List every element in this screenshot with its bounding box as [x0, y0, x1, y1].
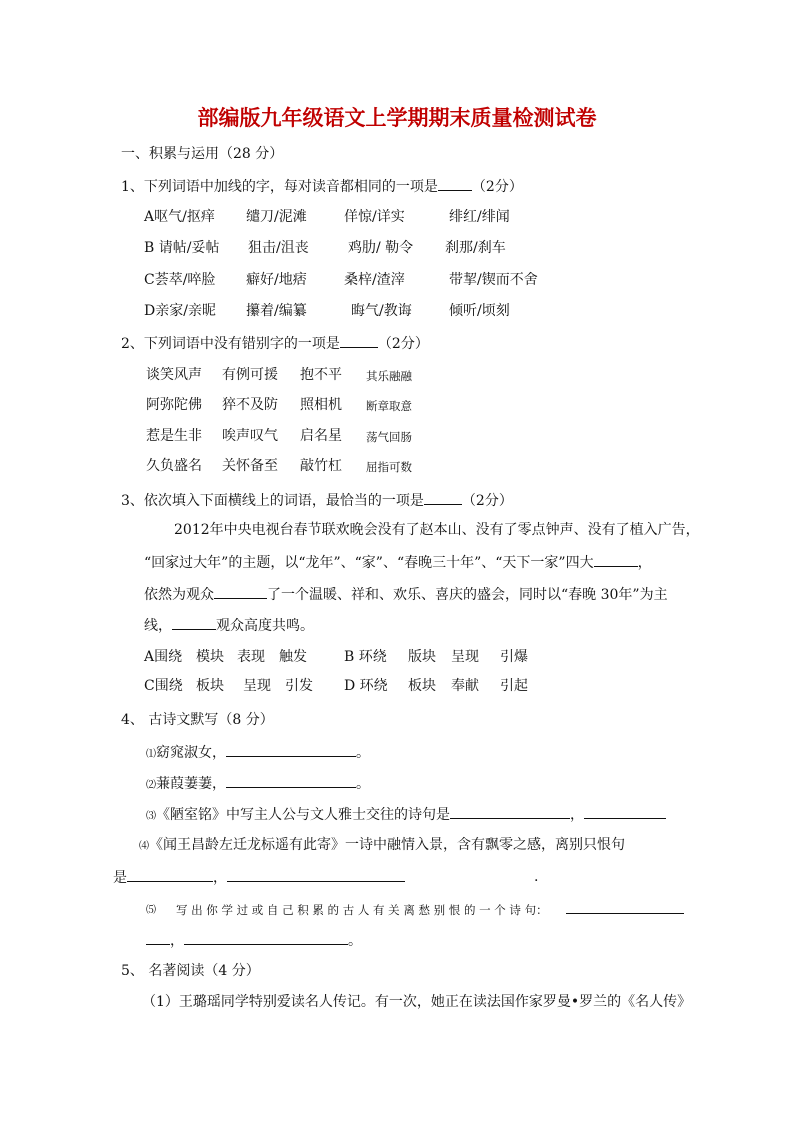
answer-blank[interactable] — [424, 491, 462, 505]
answer-blank[interactable] — [226, 774, 356, 788]
answer-blank[interactable] — [172, 616, 216, 630]
word: 荡气回肠 — [366, 430, 412, 444]
option-a-2: 缱刀/泥滩 — [246, 209, 307, 225]
answer-blank[interactable] — [214, 585, 267, 599]
word: 启名星 — [300, 428, 342, 444]
option-a-3: 佯惊/详实 — [344, 209, 405, 225]
option-a: 表现 — [237, 649, 265, 665]
word: 其乐融融 — [366, 369, 412, 383]
question-3 — [121, 491, 513, 510]
recitation-item-2: ⑵蒹葭萋萋， 。 — [146, 776, 370, 792]
question-score: （2分） — [461, 493, 513, 509]
option-d: 板块 — [408, 678, 436, 694]
option-a-1: A呕气/抠痒 — [144, 209, 215, 225]
recitation-item-4-answer: 是 ， — [113, 868, 405, 887]
option-a: 触发 — [279, 649, 307, 665]
question-score: （2分） — [377, 336, 429, 352]
word: 唉声叹气 — [222, 428, 278, 444]
page-title: 部编版九年级语文上学期期末质量检测试卷 — [197, 106, 597, 130]
answer-blank[interactable] — [584, 805, 666, 819]
answer-blank[interactable] — [227, 868, 405, 882]
recitation-item-5: ⑸ — [146, 905, 156, 916]
option-c: C围绕 — [144, 678, 183, 694]
option-d-1: D亲家/亲昵 — [144, 303, 216, 319]
question-score: （2分） — [471, 179, 523, 195]
word: 有例可援 — [222, 367, 278, 383]
answer-blank[interactable] — [146, 931, 170, 945]
option-a: 模块 — [196, 649, 224, 665]
option-a: A围绕 — [144, 649, 183, 665]
recitation-item-3: ⑶《陋室铭》中写主人公与文人雅士交往的诗句是 ， — [146, 805, 666, 826]
word: 屈指可数 — [366, 460, 412, 474]
passage-line: 线， 观众高度共鸣。 — [144, 618, 314, 634]
recitation-item-1: ⑴窈窕淑女， 。 — [146, 745, 370, 761]
answer-blank[interactable] — [226, 743, 356, 757]
option-b: 引爆 — [500, 649, 528, 665]
answer-blank[interactable] — [450, 805, 570, 819]
option-d: 奉献 — [451, 678, 479, 694]
option-b-2: 狙击/沮丧 — [248, 240, 309, 256]
word: 阿弥陀佛 — [146, 397, 202, 413]
option-c-2: 癖好/地痞 — [246, 272, 307, 288]
word: 猝不及防 — [222, 397, 278, 413]
option-c: 引发 — [285, 678, 313, 694]
answer-blank[interactable] — [340, 334, 378, 348]
word: 谈笑风声 — [146, 367, 202, 383]
answer-blank[interactable] — [127, 868, 213, 882]
recitation-item-4: ⑷《闻王昌龄左迁龙标遥有此寄》一诗中融情入景，含有飘零之感，离别只恨句 — [139, 837, 625, 853]
option-c-1: C荟萃/啐脸 — [144, 272, 216, 288]
option-c-3: 桑梓/渣滓 — [344, 272, 405, 288]
answer-line-wrap — [566, 900, 684, 919]
word: 惹是生非 — [146, 428, 202, 444]
passage-line: “回家过大年”的主题，以“龙年”、“家”、“春晚三十年”、“天下一家”四大 ， — [144, 555, 652, 571]
option-d: 引起 — [500, 678, 528, 694]
question-stem: 1、下列词语中加线的字，每对读音都相同的一项是 — [121, 179, 438, 195]
passage-line: 依然为观众 了一个温暖、祥和、欢乐、喜庆的盛会，同时以“春晚 30年”为主 — [144, 587, 668, 603]
recitation-item-4-dot: . — [534, 869, 539, 885]
recitation-item-5-text: 写 出 你 学 过 或 自 己 积 累 的 古 人 有 关 离 愁 别 恨 的 一 个 诗 句： — [176, 903, 548, 917]
question-1 — [121, 177, 523, 196]
question-2 — [121, 334, 429, 353]
answer-blank[interactable] — [566, 900, 684, 914]
section-heading: 一、积累与运用（28 分） — [121, 146, 284, 162]
word: 久负盛名 — [146, 458, 202, 474]
option-b: B 环绕 — [344, 649, 387, 665]
option-c: 板块 — [196, 678, 224, 694]
question-5: 5、 名著阅读（4 分） — [121, 963, 260, 979]
option-d-4: 倾听/顷刻 — [449, 303, 510, 319]
passage-line: （1）王璐瑶同学特别爱读名人传记。有一次，她正在读法国作家罗曼•罗兰的《名人传》 — [142, 994, 692, 1010]
recitation-item-5-answer: ， 。 — [146, 931, 362, 950]
word: 敲竹杠 — [300, 458, 342, 474]
option-c-4: 带挈/锲而不舍 — [449, 272, 538, 288]
option-c: 呈现 — [243, 678, 271, 694]
option-a-4: 绯红/绯闻 — [449, 209, 510, 225]
question-stem: 3、依次填入下面横线上的词语，最恰当的一项是 — [121, 493, 424, 509]
answer-blank[interactable] — [184, 931, 348, 945]
passage-line: 2012年中央电视台春节联欢晚会没有了赵本山、没有了零点钟声、没有了植入广告， — [174, 522, 700, 538]
option-b-4: 刹那/刹车 — [445, 240, 506, 256]
answer-blank[interactable] — [594, 553, 638, 567]
option-d-2: 攥着/编纂 — [246, 303, 307, 319]
option-b-3: 鸡肋/ 勒令 — [348, 240, 414, 256]
word: 照相机 — [300, 397, 342, 413]
option-b: 版块 — [408, 649, 436, 665]
word: 抱不平 — [300, 367, 342, 383]
option-b: 呈现 — [451, 649, 479, 665]
option-d-3: 晦气/教诲 — [351, 303, 412, 319]
option-b-1: B 请帖/妥帖 — [144, 240, 220, 256]
word: 关怀备至 — [222, 458, 278, 474]
question-stem: 2、下列词语中没有错别字的一项是 — [121, 336, 340, 352]
word: 断章取意 — [366, 399, 412, 413]
question-4: 4、 古诗文默写（8 分） — [121, 712, 274, 728]
answer-blank[interactable] — [438, 177, 472, 191]
option-d: D 环绕 — [344, 678, 388, 694]
